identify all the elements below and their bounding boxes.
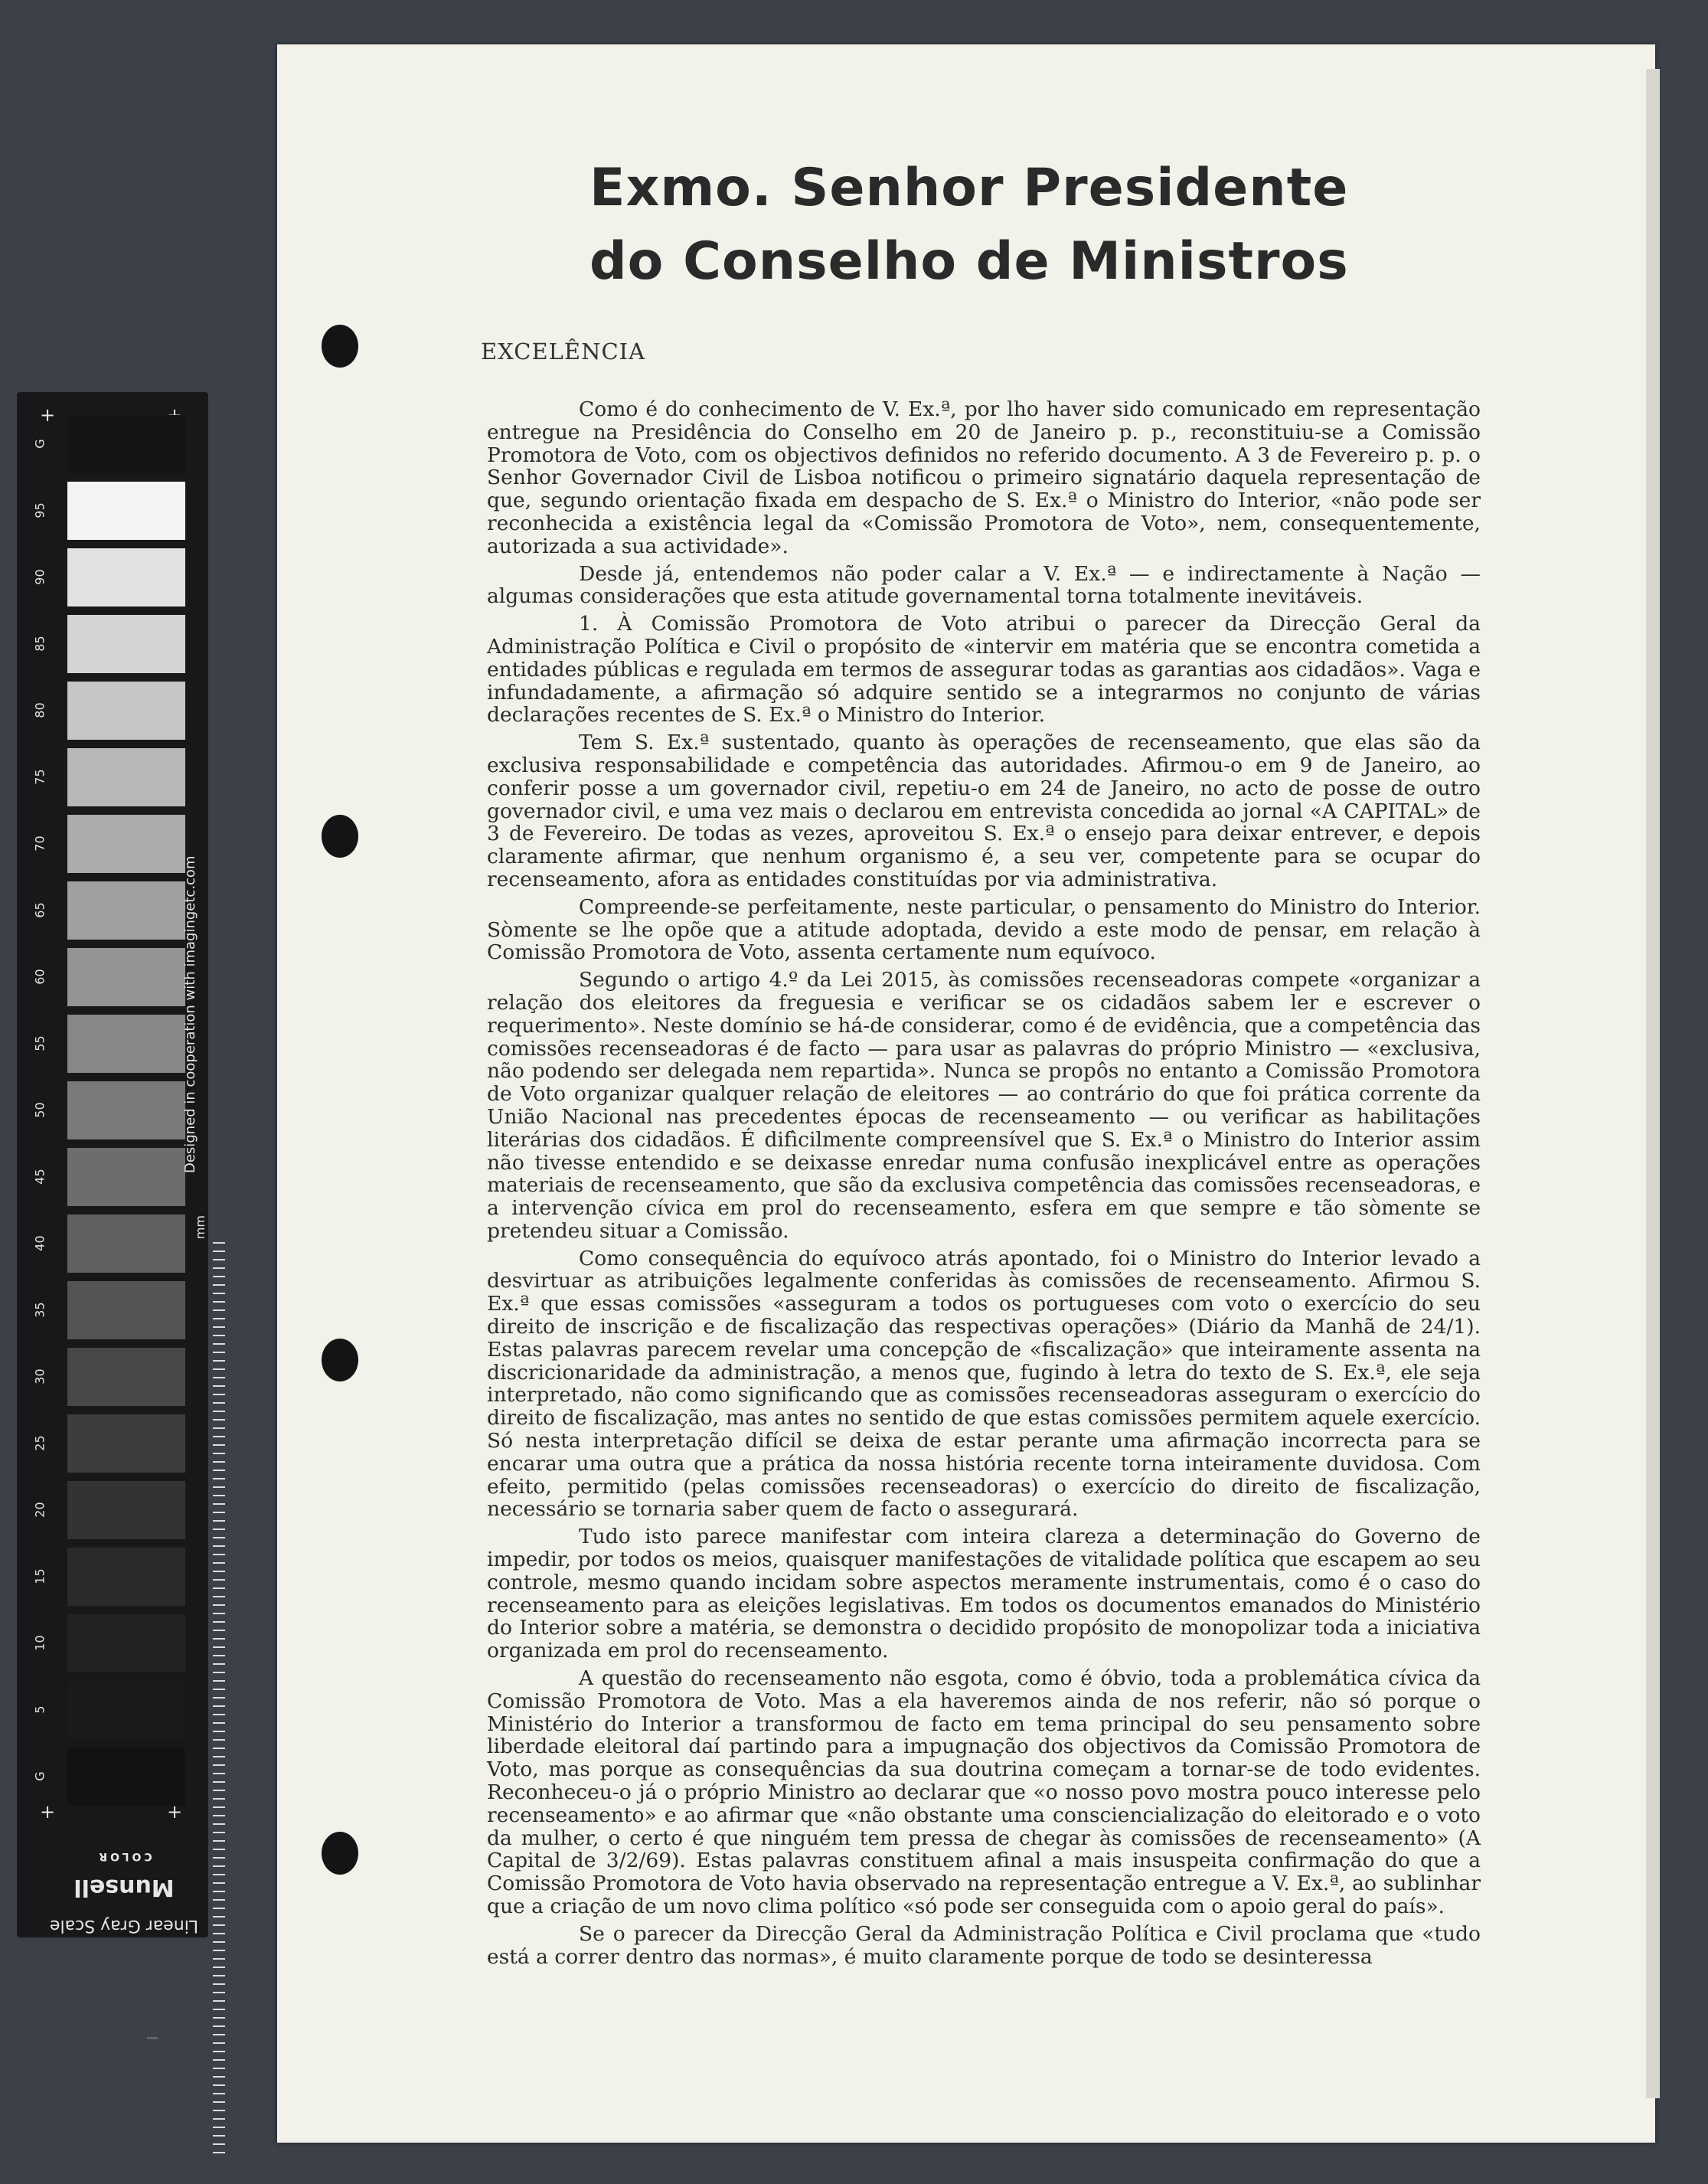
gray-swatch: [67, 1015, 185, 1073]
gray-swatch: [67, 1481, 185, 1539]
gray-swatch: [67, 682, 185, 740]
swatch-label: 20: [32, 1502, 47, 1518]
scale-name: Linear Gray Scale: [49, 1916, 199, 1935]
gray-swatch: [67, 1081, 185, 1139]
dash-mark: [147, 2037, 158, 2039]
mm-ruler: [213, 1242, 225, 2153]
gray-swatch: [67, 881, 185, 940]
swatch-label: 45: [32, 1169, 47, 1185]
swatch-label: G: [32, 1771, 47, 1781]
card-credit: Designed in cooperation with imagingetc.com: [182, 855, 198, 1173]
gray-swatch: [67, 548, 185, 606]
salutation: EXCELÊNCIA: [481, 338, 646, 365]
swatch-label: 55: [32, 1035, 47, 1051]
swatch-label: 75: [32, 769, 47, 785]
paragraph: Desde já, entendemos não poder calar a V. Ex.ª — e indirectamente à Nação — algumas considerações que esta atitude governamental torna totalmente inevitáveis.: [487, 561, 1481, 609]
swatch-label: 90: [32, 569, 47, 585]
gray-swatch: [67, 1215, 185, 1273]
gray-swatch: [67, 1548, 185, 1606]
gray-swatch: [67, 482, 185, 540]
swatch-label: 65: [32, 902, 47, 918]
paragraph: Compreende-se perfeitamente, neste particular, o pensamento do Ministro do Interior. Sòmente se lhe opõe que a atitude adoptada, devido a este modo de pensar, em relação à Comissão Promotora de Voto, assenta certamente num equívoco.: [487, 894, 1481, 965]
punch-hole: [322, 1832, 358, 1875]
swatch-label: 85: [32, 636, 47, 652]
gray-swatch: [67, 1614, 185, 1672]
swatch-label: 35: [32, 1302, 47, 1318]
document-title: [589, 152, 1508, 299]
gray-swatch: [67, 415, 185, 473]
gray-scale-card: [17, 392, 208, 1937]
swatch-label: 10: [32, 1635, 47, 1651]
paragraph: A questão do recenseamento não esgota, como é óbvio, toda a problemática cívica da Comissão Promotora de Voto. Mas a ela haveremos ainda de nos referir, não só porque o Ministério do Interior a transformou de facto em tema principal do seu pensamento sobre liberdade eleitoral daí partindo para a impugnação dos objectivos da Comissão Promotora de Voto, mas porque as consequências da sua doutrina começam a tornar-se de todo evidentes. Reconheceu-o já o próprio Ministro ao declarar que «o nosso povo mostra pouco interesse pelo recenseamento» e ao afirmar que «não obstante uma consciencialização do eleitorado e o voto da mulher, o certo é que ninguém tem pressa de chegar às comissões de recenseamento» (A Capital de 3/2/69). Estas palavras constituem afinal a mais insuspeita confirmação do que a Comissão Promotora de Voto havia observado na representação entregue a V. Ex.ª, ao sublinhar que a criação de um novo clima político «só pode ser conseguida com o apoio geral do país».: [487, 1666, 1481, 1918]
plus-mark: +: [167, 1801, 183, 1823]
card-footer: [47, 1847, 201, 1935]
swatch-label: 80: [32, 702, 47, 718]
swatch-label: 15: [32, 1568, 47, 1584]
plus-mark: +: [40, 404, 56, 426]
swatch-label: 40: [32, 1235, 47, 1251]
gray-swatch: [67, 815, 185, 873]
gray-swatch: [67, 748, 185, 806]
gray-swatch: [67, 1348, 185, 1406]
letter-body: [487, 398, 1481, 1973]
swatch-label: 25: [32, 1435, 47, 1451]
gray-swatch: [67, 1148, 185, 1206]
gray-swatch: [67, 615, 185, 673]
swatch-strip: [54, 415, 188, 1814]
paragraph: Se o parecer da Direcção Geral da Administração Política e Civil proclama que «tudo está a correr dentro das normas», é muito claramente porque de todo se desinteressa: [487, 1921, 1481, 1969]
punch-hole: [322, 1339, 358, 1381]
paragraph: Como consequência do equívoco atrás apontado, foi o Ministro do Interior levado a desvirtuar as atribuições legalmente conferidas às comissões de recenseamento. Afirmou S. Ex.ª que essas comissões «asseguram a todos os portugueses com voto o exercício do seu direito de inscrição e de fiscalização das respectivas operações» (Diário da Manhã de 24/1). Estas palavras parecem revelar uma concepção de «fiscalização» que inteiramente assenta na discricionaridade da administração, a menos que, fugindo à letra do texto de S. Ex.ª, ele seja interpretado, não como significando que as comissões recenseadoras asseguram o exercício do direito de fiscalização, mas antes no sentido de que estas comissões permitem aquele exercício. Só nesta interpretação difícil se deixa de estar perante uma afirmação incorrecta para se encarar uma outra que a prática da nossa história recente torna inteiramente duvidosa. Com efeito, permitido (pelas comissões recenseadoras) o exercício do direito de fiscalização, necessário se tornaria saber quem de facto o assegurará.: [487, 1246, 1481, 1522]
swatch-label: G: [32, 439, 47, 449]
gray-swatch: [67, 1414, 185, 1473]
brand-logo: [47, 1847, 201, 1901]
gray-swatch: [67, 1748, 185, 1806]
plus-mark: +: [40, 1801, 56, 1823]
paragraph: 1. À Comissão Promotora de Voto atribui o parecer da Direcção Geral da Administração Política e Civil o propósito de «intervir em matéria que se encontra cometida a entidades públicas e regulada em termos de assegurar todas as garantias aos cidadãos». Vaga e infundadamente, a afirmação só adquire sentido se a integrarmos no conjunto de várias declarações recentes de S. Ex.ª o Ministro do Interior.: [487, 612, 1481, 727]
paragraph: Segundo o artigo 4.º da Lei 2015, às comissões recenseadoras compete «organizar a relação dos eleitores da freguesia e verificar se os cidadãos sabem ler e escrever o requerimento». Neste domínio se há-de considerar, como é de evidência, que a competência das comissões recenseadoras é de facto — para usar as palavras do próprio Ministro — «exclusiva, não podendo ser delegada nem repartida». Nunca se propôs no entanto a Comissão Promotora de Voto organizar qualquer relação de eleitores — ao contrário do que foi prática corrente da União Nacional nas precedentes épocas de recenseamento — ou verificar as habilitações literárias dos cidadãos. É difìcilmente compreensível que S. Ex.ª o Ministro do Interior assim não tivesse entendido e se deixasse enredar numa confusão inexplicável entre as operações materiais de recenseamento, que são da exclusiva competência das comissões recenseadoras, e a intervenção cívica em prol do recenseamento, esfera em que sempre e tão sòmente se pretendeu situar a Comissão.: [487, 968, 1481, 1243]
punch-hole: [322, 325, 358, 368]
swatch-label: 50: [32, 1102, 47, 1118]
ruler-unit: mm: [193, 1215, 207, 1240]
punch-hole: [322, 815, 358, 858]
brand-sub: COLOR: [96, 1850, 152, 1862]
title-line-1: Exmo. Senhor Presidente: [589, 158, 1349, 218]
swatch-label: 70: [32, 835, 47, 852]
paragraph: Como é do conhecimento de V. Ex.ª, por lho haver sido comunicado em representação entregue na Presidência do Conselho em 20 de Janeiro p. p., reconstituiu-se a Comissão Promotora de Voto, com os objectivos definidos no referido documento. A 3 de Fevereiro p. p. o Senhor Governador Civil de Lisboa notificou o primeiro signatário daquela representação de que, segundo orientação fixada em despacho de S. Ex.ª o Ministro do Interior, «não pode ser reconhecida a existência legal da «Comissão Promotora de Voto», nem, consequentemente, autorizada a sua actividade».: [487, 397, 1481, 558]
swatch-label: 60: [32, 969, 47, 985]
paragraph: Tem S. Ex.ª sustentado, quanto às operações de recenseamento, que elas são da exclusiva responsabilidade e competência das autoridades. Afirmou-o em 9 de Janeiro, ao conferir posse a um governador civil, repetiu-o em 24 de Janeiro, no acto de posse de outro governador civil, e uma vez mais o declarou em entrevista concedida ao jornal «A CAPITAL» de 3 de Fevereiro. De todas as vezes, aproveitou S. Ex.ª o ensejo para deixar entrever, e depois claramente afirmar, que nenhum organismo é, a seu ver, competente para se ocupar do recenseamento, afora as entidades constituídas por via administrativa.: [487, 731, 1481, 891]
swatch-label: 30: [32, 1368, 47, 1385]
paragraph: Tudo isto parece manifestar com inteira clareza a determinação do Governo de impedir, por todos os meios, quaisquer manifestações de vitalidade política que escapem ao seu controle, mesmo quando incidam sobre aspectos meramente instrumentais, como é o caso do recenseamento para as eleições legislativas. Em todos os documentos emanados do Ministério do Interior sobre a matéria, se demonstra o decidido propósito de monopolizar toda a iniciativa organizada em prol do recenseamento.: [487, 1525, 1481, 1663]
swatch-label: 95: [32, 502, 47, 518]
page-edge: [1646, 69, 1660, 2098]
title-line-2: do Conselho de Ministros: [589, 231, 1349, 292]
brand-name: Munsell: [73, 1874, 175, 1901]
gray-swatch: [67, 948, 185, 1006]
swatch-label: 5: [32, 1705, 47, 1714]
gray-swatch: [67, 1281, 185, 1339]
gray-swatch: [67, 1681, 185, 1739]
